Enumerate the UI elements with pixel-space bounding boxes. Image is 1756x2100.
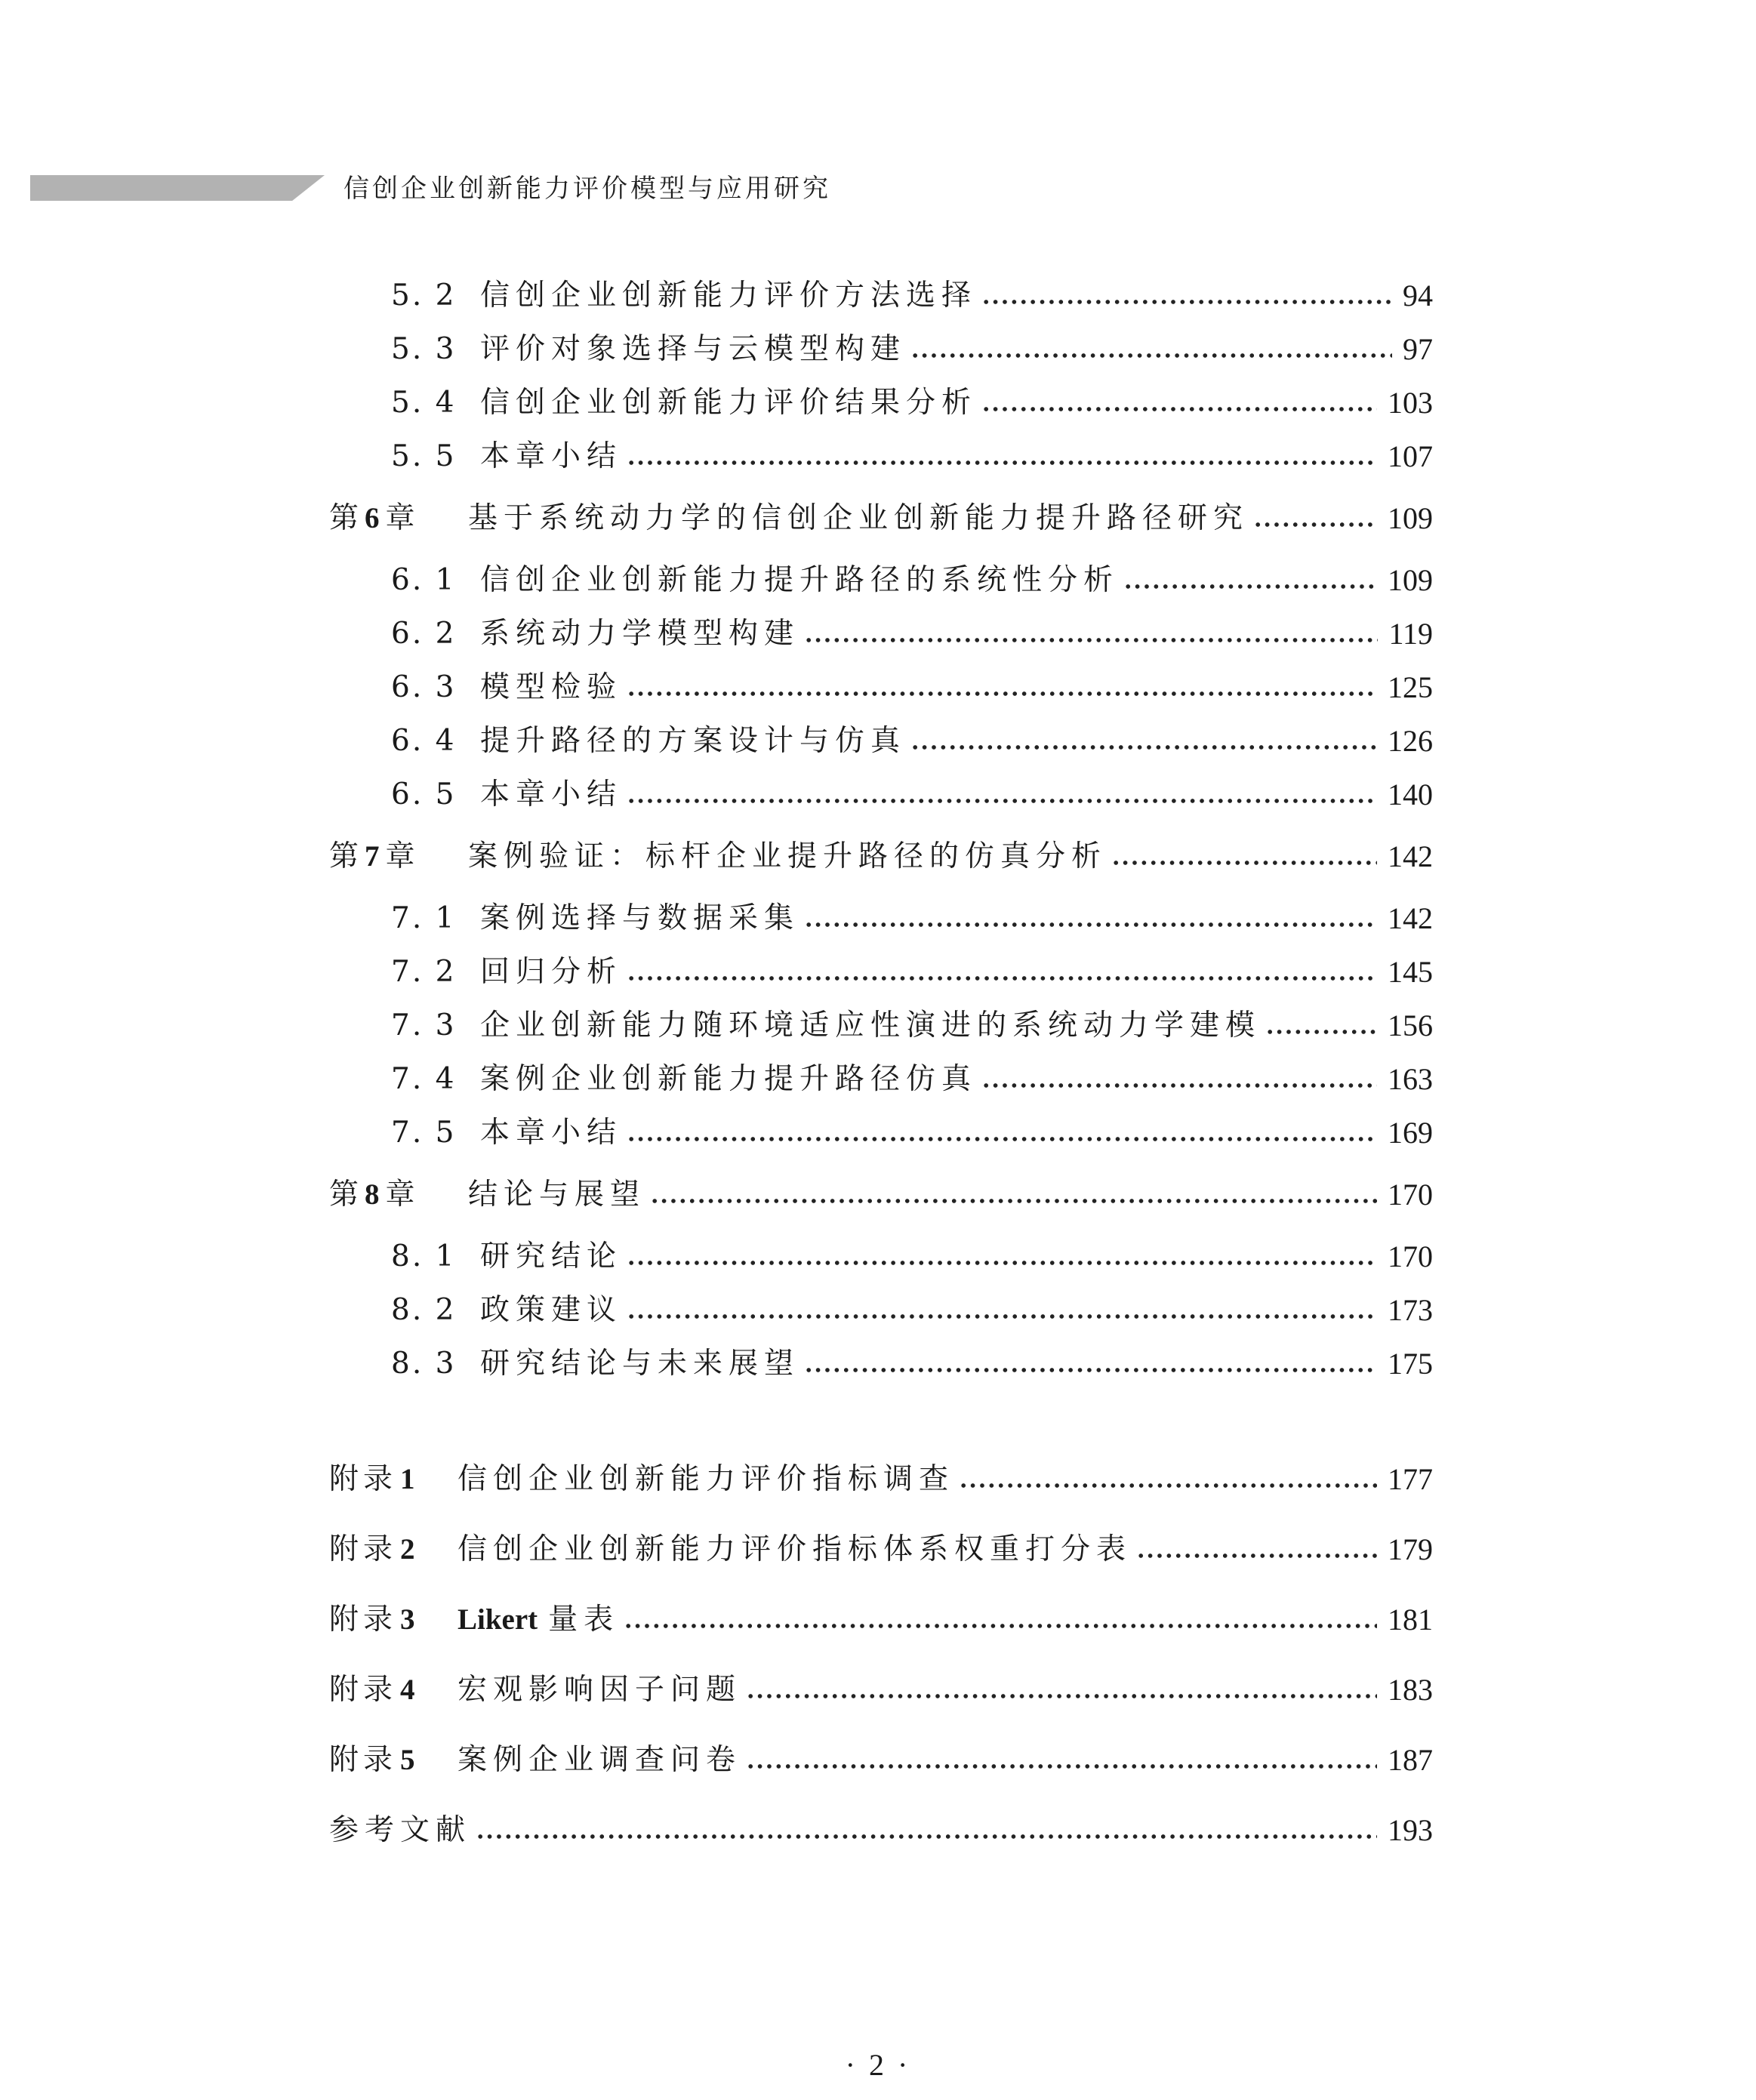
toc-entry-number: 6. 2 [391, 617, 457, 651]
toc-entry-title: 研究结论 [480, 1239, 623, 1273]
toc-entry-number: 6. 4 [391, 724, 457, 758]
toc-entry-6-1[interactable] [391, 559, 1433, 602]
dot-leader [959, 1483, 1377, 1489]
toc-entry-title: 案例企业创新能力提升路径仿真 [480, 1062, 978, 1096]
chapter-number: 8 [365, 1178, 380, 1211]
dot-leader [746, 1693, 1377, 1699]
toc-entry-7-5[interactable] [391, 1112, 1433, 1154]
appendix-number: 1 [400, 1463, 415, 1495]
toc-entry-6-5[interactable] [391, 774, 1433, 816]
dot-leader [981, 299, 1392, 305]
toc-entry-title: 系统动力学模型构建 [480, 617, 800, 651]
toc-appendix-page: 181 [1388, 1603, 1433, 1637]
toc-entry-number: 7. 1 [391, 901, 457, 935]
toc-entry-number: 8. 3 [391, 1347, 457, 1381]
dot-leader [627, 798, 1377, 804]
toc-entry-5-5[interactable] [391, 436, 1433, 478]
toc-entry-5-3[interactable] [391, 328, 1433, 371]
chapter-number: 6 [365, 502, 380, 534]
dot-leader [627, 1260, 1377, 1266]
toc-entry-8-3[interactable] [391, 1343, 1433, 1385]
toc-entry-7-2[interactable] [391, 951, 1433, 993]
dot-leader [981, 406, 1377, 412]
toc-appendix-3[interactable] [329, 1599, 1433, 1641]
toc-chapter-title: 结论与展望 [468, 1178, 646, 1212]
dot-leader [627, 975, 1377, 981]
toc-appendix-page: 187 [1388, 1743, 1433, 1777]
toc-chapter-number [329, 836, 468, 878]
toc-appendix-number [329, 1669, 457, 1711]
dot-leader [1111, 860, 1377, 866]
toc-entry-number: 6. 3 [391, 670, 457, 704]
toc-entry-7-3[interactable] [391, 1005, 1433, 1047]
toc-entry-number: 7. 2 [391, 955, 457, 989]
toc-chapter-6[interactable] [329, 497, 1433, 540]
appendix-title-cjk: 量表 [548, 1603, 620, 1637]
toc-entry-number: 8. 1 [391, 1239, 457, 1273]
toc-appendix-title: 信创企业创新能力评价指标调查 [457, 1462, 955, 1496]
appendix-number: 4 [400, 1674, 415, 1706]
appendix-prefix: 附录 [329, 1673, 398, 1707]
toc-entry-page: 163 [1388, 1062, 1433, 1096]
toc-entry-page: 175 [1388, 1347, 1433, 1381]
toc-appendix-number [329, 1739, 457, 1781]
appendix-number: 2 [400, 1533, 415, 1566]
toc-appendix-title: 案例企业调查问卷 [457, 1743, 742, 1777]
toc-entry-title: 本章小结 [480, 777, 623, 811]
appendix-prefix: 附录 [329, 1743, 398, 1777]
toc-entry-title: 信创企业创新能力评价结果分析 [480, 386, 978, 420]
toc-entry-page: 109 [1388, 563, 1433, 597]
toc-entry-number: 8. 2 [391, 1293, 457, 1327]
toc-entry-6-2[interactable] [391, 613, 1433, 655]
chapter-prefix: 第 [329, 501, 364, 535]
toc-entry-title: 研究结论与未来展望 [480, 1347, 800, 1381]
toc-appendix-page: 183 [1388, 1673, 1433, 1707]
toc-entry-number: 5. 3 [391, 332, 457, 366]
toc-appendix-2[interactable] [329, 1529, 1433, 1571]
dot-leader [650, 1198, 1377, 1204]
toc-entry-8-1[interactable] [391, 1236, 1433, 1278]
toc-entry-page: 103 [1388, 386, 1433, 420]
toc-chapter-page: 170 [1388, 1178, 1433, 1212]
toc-appendix-page: 177 [1388, 1462, 1433, 1496]
toc-entry-number: 5. 2 [391, 279, 457, 313]
toc-entry-title: 提升路径的方案设计与仿真 [480, 724, 907, 758]
dot-leader [627, 691, 1377, 697]
toc-appendix-1[interactable] [329, 1458, 1433, 1501]
toc-entry-title: 企业创新能力随环境适应性演进的系统动力学建模 [480, 1008, 1262, 1042]
toc-appendix-title [457, 1599, 619, 1641]
dot-leader [804, 922, 1377, 928]
dot-leader [476, 1834, 1377, 1840]
toc-entry-page: 126 [1388, 724, 1433, 758]
toc-appendix-4[interactable] [329, 1669, 1433, 1711]
toc-entry-page: 156 [1388, 1008, 1433, 1042]
toc-entry-5-2[interactable] [391, 275, 1433, 317]
chapter-prefix: 第 [329, 1178, 364, 1212]
toc-chapter-title: 基于系统动力学的信创企业创新能力提升路径研究 [468, 501, 1249, 535]
page-number: · 2 · [845, 2048, 911, 2082]
toc-entry-page: 107 [1388, 439, 1433, 473]
toc-entry-7-4[interactable] [391, 1058, 1433, 1101]
toc-appendix-number [329, 1458, 457, 1501]
toc-entry-page: 142 [1388, 901, 1433, 935]
toc-chapter-7[interactable] [329, 836, 1433, 878]
toc-entry-page: 125 [1388, 670, 1433, 704]
toc-appendix-number [329, 1529, 457, 1571]
toc-references-title: 参考文献 [329, 1813, 472, 1847]
appendix-prefix: 附录 [329, 1603, 398, 1637]
toc-entry-8-2[interactable] [391, 1289, 1433, 1332]
toc-entry-title: 信创企业创新能力提升路径的系统性分析 [480, 563, 1120, 597]
toc-appendix-title: 信创企业创新能力评价指标体系权重打分表 [457, 1532, 1132, 1566]
toc-entry-title: 信创企业创新能力评价方法选择 [480, 279, 978, 313]
toc-entry-7-1[interactable] [391, 898, 1433, 940]
toc-chapter-title: 案例验证：标杆企业提升路径的仿真分析 [468, 839, 1108, 873]
dot-leader [910, 744, 1377, 750]
toc-chapter-page: 109 [1388, 501, 1433, 535]
toc-appendix-5[interactable] [329, 1739, 1433, 1781]
toc-entry-6-4[interactable] [391, 720, 1433, 762]
toc-entry-title: 评价对象选择与云模型构建 [480, 332, 907, 366]
toc-entry-title: 模型检验 [480, 670, 623, 704]
dot-leader [910, 353, 1392, 359]
toc-entry-page: 97 [1403, 332, 1433, 366]
dot-leader [804, 1367, 1377, 1373]
dot-leader [627, 460, 1377, 466]
appendix-prefix: 附录 [329, 1532, 398, 1566]
dot-leader [1253, 522, 1377, 528]
dot-leader [627, 1136, 1377, 1142]
toc-chapter-number [329, 1174, 468, 1216]
toc-entry-number: 6. 1 [391, 563, 457, 597]
toc-entry-title: 本章小结 [480, 1116, 623, 1150]
running-header-title: 信创企业创新能力评价模型与应用研究 [343, 174, 831, 204]
chapter-number: 7 [365, 840, 380, 873]
toc-entry-title: 案例选择与数据采集 [480, 901, 800, 935]
toc-entry-page: 94 [1403, 279, 1433, 313]
dot-leader [627, 1313, 1377, 1319]
toc-entry-number: 6. 5 [391, 777, 457, 811]
toc-entry-number: 7. 3 [391, 1008, 457, 1042]
toc-appendix-title: 宏观影响因子问题 [457, 1673, 742, 1707]
toc-entry-page: 119 [1388, 617, 1433, 651]
toc-entry-number: 7. 5 [391, 1116, 457, 1150]
toc-references-page: 193 [1388, 1813, 1433, 1847]
dot-leader [1123, 584, 1377, 590]
toc-entry-number: 5. 4 [391, 386, 457, 420]
toc-appendix-page: 179 [1388, 1532, 1433, 1566]
toc-entry-page: 169 [1388, 1116, 1433, 1150]
dot-leader [804, 637, 1378, 643]
dot-leader [981, 1082, 1377, 1088]
toc-entry-5-4[interactable] [391, 382, 1433, 424]
toc-appendix-number [329, 1599, 457, 1641]
toc-entry-number: 7. 4 [391, 1062, 457, 1096]
toc-entry-page: 145 [1388, 955, 1433, 989]
toc-chapter-page: 142 [1388, 839, 1433, 873]
appendix-title-latin: Likert [457, 1603, 538, 1636]
dot-leader [1265, 1029, 1377, 1035]
toc-entry-page: 140 [1388, 777, 1433, 811]
toc-references[interactable] [329, 1809, 1433, 1852]
chapter-prefix: 第 [329, 839, 364, 873]
appendix-number: 3 [400, 1603, 415, 1636]
appendix-number: 5 [400, 1744, 415, 1776]
dot-leader [624, 1623, 1377, 1629]
dot-leader [746, 1763, 1377, 1769]
toc-entry-title: 政策建议 [480, 1293, 623, 1327]
toc-entry-page: 170 [1388, 1239, 1433, 1273]
appendix-prefix: 附录 [329, 1462, 398, 1496]
toc-chapter-number [329, 497, 468, 540]
chapter-suffix: 章 [385, 839, 420, 873]
toc-entry-page: 173 [1388, 1293, 1433, 1327]
dot-leader [1136, 1553, 1377, 1559]
chapter-suffix: 章 [385, 501, 420, 535]
toc-chapter-8[interactable] [329, 1174, 1433, 1216]
toc-entry-title: 本章小结 [480, 439, 623, 473]
toc-entry-title: 回归分析 [480, 955, 623, 989]
chapter-suffix: 章 [385, 1178, 420, 1212]
toc-entry-number: 5. 5 [391, 439, 457, 473]
toc-entry-6-3[interactable] [391, 667, 1433, 709]
